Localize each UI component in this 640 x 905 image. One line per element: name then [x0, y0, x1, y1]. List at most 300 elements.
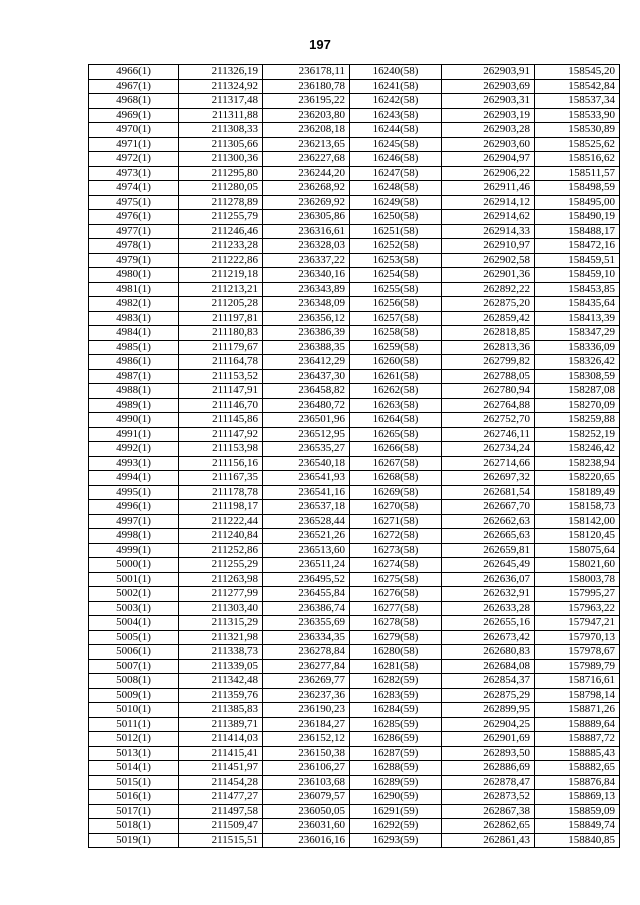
y-coordinate-cell: 158158,73 [535, 500, 620, 515]
y-coordinate-cell: 158435,64 [535, 297, 620, 312]
x-coordinate-cell: 262714,66 [442, 456, 535, 471]
y-coordinate-cell: 236480,72 [263, 398, 350, 413]
table-row [89, 804, 620, 819]
x-coordinate-cell: 211255,29 [179, 558, 263, 573]
point-id-cell: 4982(1) [89, 297, 179, 312]
y-coordinate-cell: 158525,62 [535, 137, 620, 152]
page-number: 197 [309, 37, 331, 52]
point-id-cell: 4979(1) [89, 253, 179, 268]
table-row [89, 253, 620, 268]
point-id-cell: 5015(1) [89, 775, 179, 790]
x-coordinate-cell: 262799,82 [442, 355, 535, 370]
y-coordinate-cell: 158142,00 [535, 514, 620, 529]
y-coordinate-cell: 158308,59 [535, 369, 620, 384]
y-coordinate-cell: 158887,72 [535, 732, 620, 747]
y-coordinate-cell: 236244,20 [263, 166, 350, 181]
point-id-cell: 16286(59) [350, 732, 442, 747]
x-coordinate-cell: 211233,28 [179, 239, 263, 254]
table-row [89, 616, 620, 631]
table-row [89, 572, 620, 587]
point-id-cell: 16255(58) [350, 282, 442, 297]
point-id-cell: 16242(58) [350, 94, 442, 109]
point-id-cell: 16264(58) [350, 413, 442, 428]
x-coordinate-cell: 211278,89 [179, 195, 263, 210]
x-coordinate-cell: 262892,22 [442, 282, 535, 297]
x-coordinate-cell: 262681,54 [442, 485, 535, 500]
point-id-cell: 4996(1) [89, 500, 179, 515]
y-coordinate-cell: 158849,74 [535, 819, 620, 834]
y-coordinate-cell: 158840,85 [535, 833, 620, 848]
x-coordinate-cell: 211240,84 [179, 529, 263, 544]
table-row [89, 630, 620, 645]
point-id-cell: 5000(1) [89, 558, 179, 573]
table-row [89, 398, 620, 413]
table-row [89, 587, 620, 602]
y-coordinate-cell: 158270,09 [535, 398, 620, 413]
y-coordinate-cell: 157995,27 [535, 587, 620, 602]
table-row [89, 152, 620, 167]
y-coordinate-cell: 158347,29 [535, 326, 620, 341]
x-coordinate-cell: 211147,91 [179, 384, 263, 399]
y-coordinate-cell: 158495,00 [535, 195, 620, 210]
table-row [89, 282, 620, 297]
y-coordinate-cell: 236278,84 [263, 645, 350, 660]
x-coordinate-cell: 211303,40 [179, 601, 263, 616]
point-id-cell: 5003(1) [89, 601, 179, 616]
y-coordinate-cell: 158716,61 [535, 674, 620, 689]
table-row [89, 456, 620, 471]
x-coordinate-cell: 211164,78 [179, 355, 263, 370]
y-coordinate-cell: 236016,16 [263, 833, 350, 848]
x-coordinate-cell: 262899,95 [442, 703, 535, 718]
x-coordinate-cell: 211385,83 [179, 703, 263, 718]
table-row [89, 703, 620, 718]
table-row [89, 79, 620, 94]
x-coordinate-cell: 211477,27 [179, 790, 263, 805]
x-coordinate-cell: 262861,43 [442, 833, 535, 848]
x-coordinate-cell: 211156,16 [179, 456, 263, 471]
y-coordinate-cell: 158287,08 [535, 384, 620, 399]
point-id-cell: 4989(1) [89, 398, 179, 413]
x-coordinate-cell: 262903,69 [442, 79, 535, 94]
x-coordinate-cell: 211497,58 [179, 804, 263, 819]
y-coordinate-cell: 236501,96 [263, 413, 350, 428]
point-id-cell: 16240(58) [350, 65, 442, 80]
y-coordinate-cell: 158075,64 [535, 543, 620, 558]
table-row [89, 297, 620, 312]
x-coordinate-cell: 211308,33 [179, 123, 263, 138]
point-id-cell: 4997(1) [89, 514, 179, 529]
x-coordinate-cell: 211326,19 [179, 65, 263, 80]
y-coordinate-cell: 236190,23 [263, 703, 350, 718]
x-coordinate-cell: 211339,05 [179, 659, 263, 674]
point-id-cell: 16287(59) [350, 746, 442, 761]
x-coordinate-cell: 262886,69 [442, 761, 535, 776]
x-coordinate-cell: 211197,81 [179, 311, 263, 326]
x-coordinate-cell: 262697,32 [442, 471, 535, 486]
x-coordinate-cell: 211146,70 [179, 398, 263, 413]
point-id-cell: 16252(58) [350, 239, 442, 254]
point-id-cell: 5011(1) [89, 717, 179, 732]
point-id-cell: 5006(1) [89, 645, 179, 660]
y-coordinate-cell: 158259,88 [535, 413, 620, 428]
y-coordinate-cell: 236458,82 [263, 384, 350, 399]
point-id-cell: 16282(59) [350, 674, 442, 689]
x-coordinate-cell: 211359,76 [179, 688, 263, 703]
y-coordinate-cell: 158869,13 [535, 790, 620, 805]
point-id-cell: 4991(1) [89, 427, 179, 442]
point-id-cell: 4994(1) [89, 471, 179, 486]
x-coordinate-cell: 262914,33 [442, 224, 535, 239]
point-id-cell: 16245(58) [350, 137, 442, 152]
x-coordinate-cell: 262746,11 [442, 427, 535, 442]
table-row [89, 369, 620, 384]
point-id-cell: 5001(1) [89, 572, 179, 587]
point-id-cell: 5013(1) [89, 746, 179, 761]
y-coordinate-cell: 236237,36 [263, 688, 350, 703]
x-coordinate-cell: 262684,08 [442, 659, 535, 674]
point-id-cell: 16254(58) [350, 268, 442, 283]
table-row [89, 471, 620, 486]
y-coordinate-cell: 158189,49 [535, 485, 620, 500]
y-coordinate-cell: 158798,14 [535, 688, 620, 703]
y-coordinate-cell: 236437,30 [263, 369, 350, 384]
y-coordinate-cell: 158530,89 [535, 123, 620, 138]
y-coordinate-cell: 158220,65 [535, 471, 620, 486]
y-coordinate-cell: 236103,68 [263, 775, 350, 790]
x-coordinate-cell: 211315,29 [179, 616, 263, 631]
x-coordinate-cell: 211317,48 [179, 94, 263, 109]
x-coordinate-cell: 211342,48 [179, 674, 263, 689]
table-row [89, 210, 620, 225]
x-coordinate-cell: 262911,46 [442, 181, 535, 196]
x-coordinate-cell: 262655,16 [442, 616, 535, 631]
y-coordinate-cell: 236203,80 [263, 108, 350, 123]
table-row [89, 311, 620, 326]
point-id-cell: 16248(58) [350, 181, 442, 196]
y-coordinate-cell: 157970,13 [535, 630, 620, 645]
point-id-cell: 16288(59) [350, 761, 442, 776]
point-id-cell: 16259(58) [350, 340, 442, 355]
y-coordinate-cell: 158459,10 [535, 268, 620, 283]
y-coordinate-cell: 236343,89 [263, 282, 350, 297]
y-coordinate-cell: 236328,03 [263, 239, 350, 254]
point-id-cell: 16265(58) [350, 427, 442, 442]
point-id-cell: 4984(1) [89, 326, 179, 341]
x-coordinate-cell: 262910,97 [442, 239, 535, 254]
table-row [89, 790, 620, 805]
point-id-cell: 4974(1) [89, 181, 179, 196]
x-coordinate-cell: 262875,29 [442, 688, 535, 703]
y-coordinate-cell: 236152,12 [263, 732, 350, 747]
x-coordinate-cell: 262893,50 [442, 746, 535, 761]
y-coordinate-cell: 158542,84 [535, 79, 620, 94]
table-row [89, 558, 620, 573]
point-id-cell: 4983(1) [89, 311, 179, 326]
y-coordinate-cell: 158252,19 [535, 427, 620, 442]
y-coordinate-cell: 236195,22 [263, 94, 350, 109]
point-id-cell: 4998(1) [89, 529, 179, 544]
point-id-cell: 16277(58) [350, 601, 442, 616]
x-coordinate-cell: 211454,28 [179, 775, 263, 790]
point-id-cell: 16274(58) [350, 558, 442, 573]
point-id-cell: 16246(58) [350, 152, 442, 167]
table-row [89, 340, 620, 355]
point-id-cell: 5014(1) [89, 761, 179, 776]
x-coordinate-cell: 262904,25 [442, 717, 535, 732]
x-coordinate-cell: 262667,70 [442, 500, 535, 515]
y-coordinate-cell: 158498,59 [535, 181, 620, 196]
point-id-cell: 16272(58) [350, 529, 442, 544]
point-id-cell: 4993(1) [89, 456, 179, 471]
y-coordinate-cell: 236277,84 [263, 659, 350, 674]
y-coordinate-cell: 158413,39 [535, 311, 620, 326]
table-row [89, 485, 620, 500]
x-coordinate-cell: 262665,63 [442, 529, 535, 544]
y-coordinate-cell: 236386,74 [263, 601, 350, 616]
point-id-cell: 5010(1) [89, 703, 179, 718]
y-coordinate-cell: 158533,90 [535, 108, 620, 123]
point-id-cell: 16275(58) [350, 572, 442, 587]
y-coordinate-cell: 236541,93 [263, 471, 350, 486]
point-id-cell: 16243(58) [350, 108, 442, 123]
x-coordinate-cell: 262903,91 [442, 65, 535, 80]
y-coordinate-cell: 236348,09 [263, 297, 350, 312]
x-coordinate-cell: 211179,67 [179, 340, 263, 355]
point-id-cell: 5007(1) [89, 659, 179, 674]
y-coordinate-cell: 236180,78 [263, 79, 350, 94]
y-coordinate-cell: 158516,62 [535, 152, 620, 167]
point-id-cell: 4977(1) [89, 224, 179, 239]
y-coordinate-cell: 158882,65 [535, 761, 620, 776]
y-coordinate-cell: 236337,22 [263, 253, 350, 268]
x-coordinate-cell: 262680,83 [442, 645, 535, 660]
x-coordinate-cell: 211246,46 [179, 224, 263, 239]
point-id-cell: 4978(1) [89, 239, 179, 254]
y-coordinate-cell: 236269,77 [263, 674, 350, 689]
y-coordinate-cell: 158490,19 [535, 210, 620, 225]
x-coordinate-cell: 211338,73 [179, 645, 263, 660]
y-coordinate-cell: 158336,09 [535, 340, 620, 355]
x-coordinate-cell: 262914,12 [442, 195, 535, 210]
table-row [89, 688, 620, 703]
y-coordinate-cell: 236540,18 [263, 456, 350, 471]
x-coordinate-cell: 211198,17 [179, 500, 263, 515]
table-row [89, 659, 620, 674]
table-row [89, 732, 620, 747]
point-id-cell: 4990(1) [89, 413, 179, 428]
y-coordinate-cell: 236513,60 [263, 543, 350, 558]
x-coordinate-cell: 262734,24 [442, 442, 535, 457]
x-coordinate-cell: 211509,47 [179, 819, 263, 834]
table-row [89, 326, 620, 341]
table-row [89, 761, 620, 776]
y-coordinate-cell: 236269,92 [263, 195, 350, 210]
point-id-cell: 16293(59) [350, 833, 442, 848]
point-id-cell: 5009(1) [89, 688, 179, 703]
y-coordinate-cell: 158021,60 [535, 558, 620, 573]
x-coordinate-cell: 211145,86 [179, 413, 263, 428]
y-coordinate-cell: 236511,24 [263, 558, 350, 573]
table-row [89, 601, 620, 616]
coordinates-table-body [89, 65, 620, 848]
x-coordinate-cell: 211321,98 [179, 630, 263, 645]
point-id-cell: 16263(58) [350, 398, 442, 413]
table-row [89, 514, 620, 529]
table-row [89, 355, 620, 370]
y-coordinate-cell: 236184,27 [263, 717, 350, 732]
table-row [89, 529, 620, 544]
table-row [89, 442, 620, 457]
point-id-cell: 16268(58) [350, 471, 442, 486]
x-coordinate-cell: 262764,88 [442, 398, 535, 413]
y-coordinate-cell: 158453,85 [535, 282, 620, 297]
x-coordinate-cell: 211222,44 [179, 514, 263, 529]
point-id-cell: 4969(1) [89, 108, 179, 123]
point-id-cell: 16292(59) [350, 819, 442, 834]
x-coordinate-cell: 211324,92 [179, 79, 263, 94]
x-coordinate-cell: 262859,42 [442, 311, 535, 326]
point-id-cell: 5012(1) [89, 732, 179, 747]
point-id-cell: 4967(1) [89, 79, 179, 94]
x-coordinate-cell: 262903,28 [442, 123, 535, 138]
x-coordinate-cell: 262901,69 [442, 732, 535, 747]
y-coordinate-cell: 158859,09 [535, 804, 620, 819]
x-coordinate-cell: 211153,52 [179, 369, 263, 384]
point-id-cell: 16290(59) [350, 790, 442, 805]
table-row [89, 674, 620, 689]
y-coordinate-cell: 158488,17 [535, 224, 620, 239]
point-id-cell: 16289(59) [350, 775, 442, 790]
y-coordinate-cell: 158871,26 [535, 703, 620, 718]
y-coordinate-cell: 157963,22 [535, 601, 620, 616]
x-coordinate-cell: 262901,36 [442, 268, 535, 283]
table-row [89, 195, 620, 210]
x-coordinate-cell: 211263,98 [179, 572, 263, 587]
y-coordinate-cell: 236334,35 [263, 630, 350, 645]
point-id-cell: 4995(1) [89, 485, 179, 500]
y-coordinate-cell: 236050,05 [263, 804, 350, 819]
point-id-cell: 16271(58) [350, 514, 442, 529]
y-coordinate-cell: 158246,42 [535, 442, 620, 457]
x-coordinate-cell: 262813,36 [442, 340, 535, 355]
y-coordinate-cell: 236521,26 [263, 529, 350, 544]
x-coordinate-cell: 211153,98 [179, 442, 263, 457]
y-coordinate-cell: 236495,52 [263, 572, 350, 587]
table-row [89, 500, 620, 515]
x-coordinate-cell: 262645,49 [442, 558, 535, 573]
table-row [89, 427, 620, 442]
point-id-cell: 5017(1) [89, 804, 179, 819]
point-id-cell: 16261(58) [350, 369, 442, 384]
x-coordinate-cell: 262906,22 [442, 166, 535, 181]
point-id-cell: 4966(1) [89, 65, 179, 80]
table-row [89, 239, 620, 254]
point-id-cell: 16281(58) [350, 659, 442, 674]
point-id-cell: 4999(1) [89, 543, 179, 558]
point-id-cell: 4981(1) [89, 282, 179, 297]
y-coordinate-cell: 158459,51 [535, 253, 620, 268]
table-row [89, 746, 620, 761]
point-id-cell: 4987(1) [89, 369, 179, 384]
point-id-cell: 16244(58) [350, 123, 442, 138]
y-coordinate-cell: 236305,86 [263, 210, 350, 225]
x-coordinate-cell: 211219,18 [179, 268, 263, 283]
point-id-cell: 16285(59) [350, 717, 442, 732]
point-id-cell: 4986(1) [89, 355, 179, 370]
table-row [89, 65, 620, 80]
x-coordinate-cell: 262902,58 [442, 253, 535, 268]
x-coordinate-cell: 262632,91 [442, 587, 535, 602]
x-coordinate-cell: 262875,20 [442, 297, 535, 312]
x-coordinate-cell: 262752,70 [442, 413, 535, 428]
x-coordinate-cell: 211300,36 [179, 152, 263, 167]
point-id-cell: 4976(1) [89, 210, 179, 225]
point-id-cell: 4968(1) [89, 94, 179, 109]
y-coordinate-cell: 236455,84 [263, 587, 350, 602]
point-id-cell: 5018(1) [89, 819, 179, 834]
x-coordinate-cell: 262788,05 [442, 369, 535, 384]
x-coordinate-cell: 262659,81 [442, 543, 535, 558]
point-id-cell: 16247(58) [350, 166, 442, 181]
point-id-cell: 5004(1) [89, 616, 179, 631]
y-coordinate-cell: 236388,35 [263, 340, 350, 355]
point-id-cell: 16269(58) [350, 485, 442, 500]
y-coordinate-cell: 158876,84 [535, 775, 620, 790]
x-coordinate-cell: 262636,07 [442, 572, 535, 587]
point-id-cell: 16291(59) [350, 804, 442, 819]
x-coordinate-cell: 211311,88 [179, 108, 263, 123]
table-row [89, 108, 620, 123]
point-id-cell: 16266(58) [350, 442, 442, 457]
x-coordinate-cell: 262662,63 [442, 514, 535, 529]
table-row [89, 94, 620, 109]
point-id-cell: 16280(58) [350, 645, 442, 660]
table-row [89, 137, 620, 152]
point-id-cell: 16258(58) [350, 326, 442, 341]
table-row [89, 224, 620, 239]
y-coordinate-cell: 236079,57 [263, 790, 350, 805]
point-id-cell: 16283(59) [350, 688, 442, 703]
y-coordinate-cell: 236355,69 [263, 616, 350, 631]
point-id-cell: 16270(58) [350, 500, 442, 515]
x-coordinate-cell: 211515,51 [179, 833, 263, 848]
x-coordinate-cell: 262673,42 [442, 630, 535, 645]
point-id-cell: 5016(1) [89, 790, 179, 805]
table-row [89, 833, 620, 848]
x-coordinate-cell: 262904,97 [442, 152, 535, 167]
y-coordinate-cell: 158326,42 [535, 355, 620, 370]
y-coordinate-cell: 236356,12 [263, 311, 350, 326]
point-id-cell: 16284(59) [350, 703, 442, 718]
y-coordinate-cell: 236316,61 [263, 224, 350, 239]
y-coordinate-cell: 157989,79 [535, 659, 620, 674]
point-id-cell: 4980(1) [89, 268, 179, 283]
point-id-cell: 16279(58) [350, 630, 442, 645]
point-id-cell: 16278(58) [350, 616, 442, 631]
x-coordinate-cell: 211252,86 [179, 543, 263, 558]
y-coordinate-cell: 158537,34 [535, 94, 620, 109]
table-row [89, 543, 620, 558]
x-coordinate-cell: 262903,60 [442, 137, 535, 152]
x-coordinate-cell: 211305,66 [179, 137, 263, 152]
point-id-cell: 16267(58) [350, 456, 442, 471]
y-coordinate-cell: 236227,68 [263, 152, 350, 167]
coordinates-table [88, 64, 620, 848]
x-coordinate-cell: 262867,38 [442, 804, 535, 819]
table-row [89, 775, 620, 790]
point-id-cell: 16273(58) [350, 543, 442, 558]
